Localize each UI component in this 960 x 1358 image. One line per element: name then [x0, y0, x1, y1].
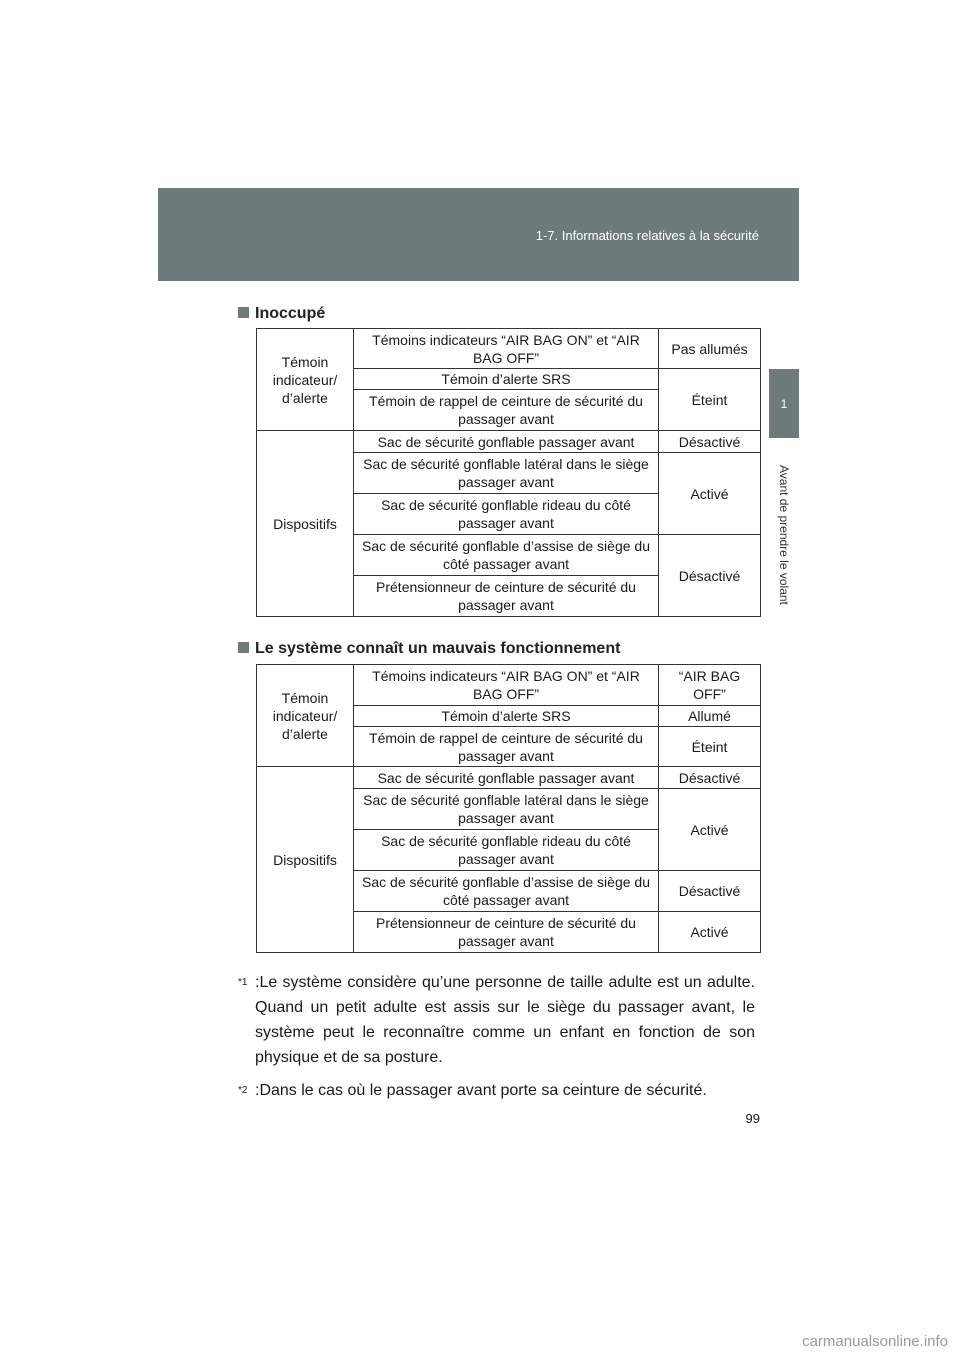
item-cell: Prétensionneur de ceinture de sécurité du passager avant — [354, 576, 659, 617]
status-cell: Activé — [659, 912, 761, 953]
chapter-tab — [769, 369, 799, 438]
item-cell: Sac de sécurité gonflable passager avant — [354, 767, 659, 789]
status-cell: Allumé — [659, 706, 761, 727]
footnote-text: :Le système considère qu’une personne de taille adulte est un adulte. Quand un petit adulte est assis sur le siège du passager avant, le système peut le reconnaître comme un enfant en fonction de son physique et de sa posture. — [255, 974, 755, 1066]
section-title-malfunction: Le système connaît un mauvais fonctionnement — [238, 640, 620, 658]
section-title-unoccupied: Inoccupé — [238, 305, 325, 323]
watermark: carmanualsonline.info — [802, 1333, 948, 1350]
chapter-side-label-text: Avant de prendre le volant — [777, 465, 791, 605]
item-cell: Témoins indicateurs “AIR BAG ON” et “AIR BAG OFF” — [354, 329, 659, 369]
page-number: 99 — [745, 1111, 760, 1126]
item-cell: Sac de sécurité gonflable latéral dans le siège passager avant — [354, 789, 659, 830]
table-row — [257, 767, 761, 789]
status-cell: “AIR BAG OFF” — [659, 665, 761, 706]
header-band — [158, 188, 799, 281]
status-table-malfunction — [256, 664, 761, 953]
table-row — [257, 329, 761, 369]
group-label-indicator: Témoin indicateur/ d’alerte — [257, 665, 354, 767]
footnote-text: :Dans le cas où le passager avant porte sa ceinture de sécurité. — [255, 1082, 707, 1099]
status-table-unoccupied — [256, 328, 761, 617]
item-cell: Sac de sécurité gonflable rideau du côté passager avant — [354, 830, 659, 871]
status-cell: Activé — [659, 789, 761, 871]
footnote — [238, 970, 755, 1070]
item-cell: Sac de sécurité gonflable passager avant — [354, 431, 659, 453]
square-bullet-icon — [238, 642, 249, 653]
footnote — [238, 1078, 755, 1103]
status-cell: Désactivé — [659, 767, 761, 789]
status-cell: Éteint — [659, 727, 761, 767]
item-cell: Sac de sécurité gonflable d’assise de siège du côté passager avant — [354, 871, 659, 912]
status-cell: Activé — [659, 453, 761, 535]
group-label-indicator: Témoin indicateur/ d’alerte — [257, 329, 354, 431]
status-cell: Désactivé — [659, 431, 761, 453]
item-cell: Sac de sécurité gonflable rideau du côté passager avant — [354, 494, 659, 535]
footnote-mark: *1 — [238, 977, 248, 988]
chapter-side-label — [771, 450, 797, 620]
square-bullet-icon — [238, 307, 249, 318]
table-row — [257, 431, 761, 453]
section-header-title: 1-7. Informations relatives à la sécurité — [535, 228, 759, 243]
item-cell: Sac de sécurité gonflable latéral dans le siège passager avant — [354, 453, 659, 494]
item-cell: Prétensionneur de ceinture de sécurité du passager avant — [354, 912, 659, 953]
item-cell: Témoin d’alerte SRS — [354, 369, 659, 390]
footnotes — [238, 970, 755, 1111]
item-cell: Témoins indicateurs “AIR BAG ON” et “AIR BAG OFF” — [354, 665, 659, 706]
item-cell: Témoin de rappel de ceinture de sécurité du passager avant — [354, 727, 659, 767]
status-cell: Désactivé — [659, 871, 761, 912]
item-cell: Sac de sécurité gonflable d’assise de siège du côté passager avant — [354, 535, 659, 576]
status-cell: Désactivé — [659, 535, 761, 617]
group-label-devices: Dispositifs — [257, 767, 354, 953]
item-cell: Témoin d’alerte SRS — [354, 706, 659, 727]
status-cell: Éteint — [659, 369, 761, 431]
group-label-devices: Dispositifs — [257, 431, 354, 617]
table-row — [257, 665, 761, 706]
item-cell: Témoin de rappel de ceinture de sécurité du passager avant — [354, 390, 659, 431]
chapter-tab-number: 1 — [780, 396, 788, 411]
status-cell: Pas allumés — [659, 329, 761, 369]
footnote-mark: *2 — [238, 1085, 248, 1096]
